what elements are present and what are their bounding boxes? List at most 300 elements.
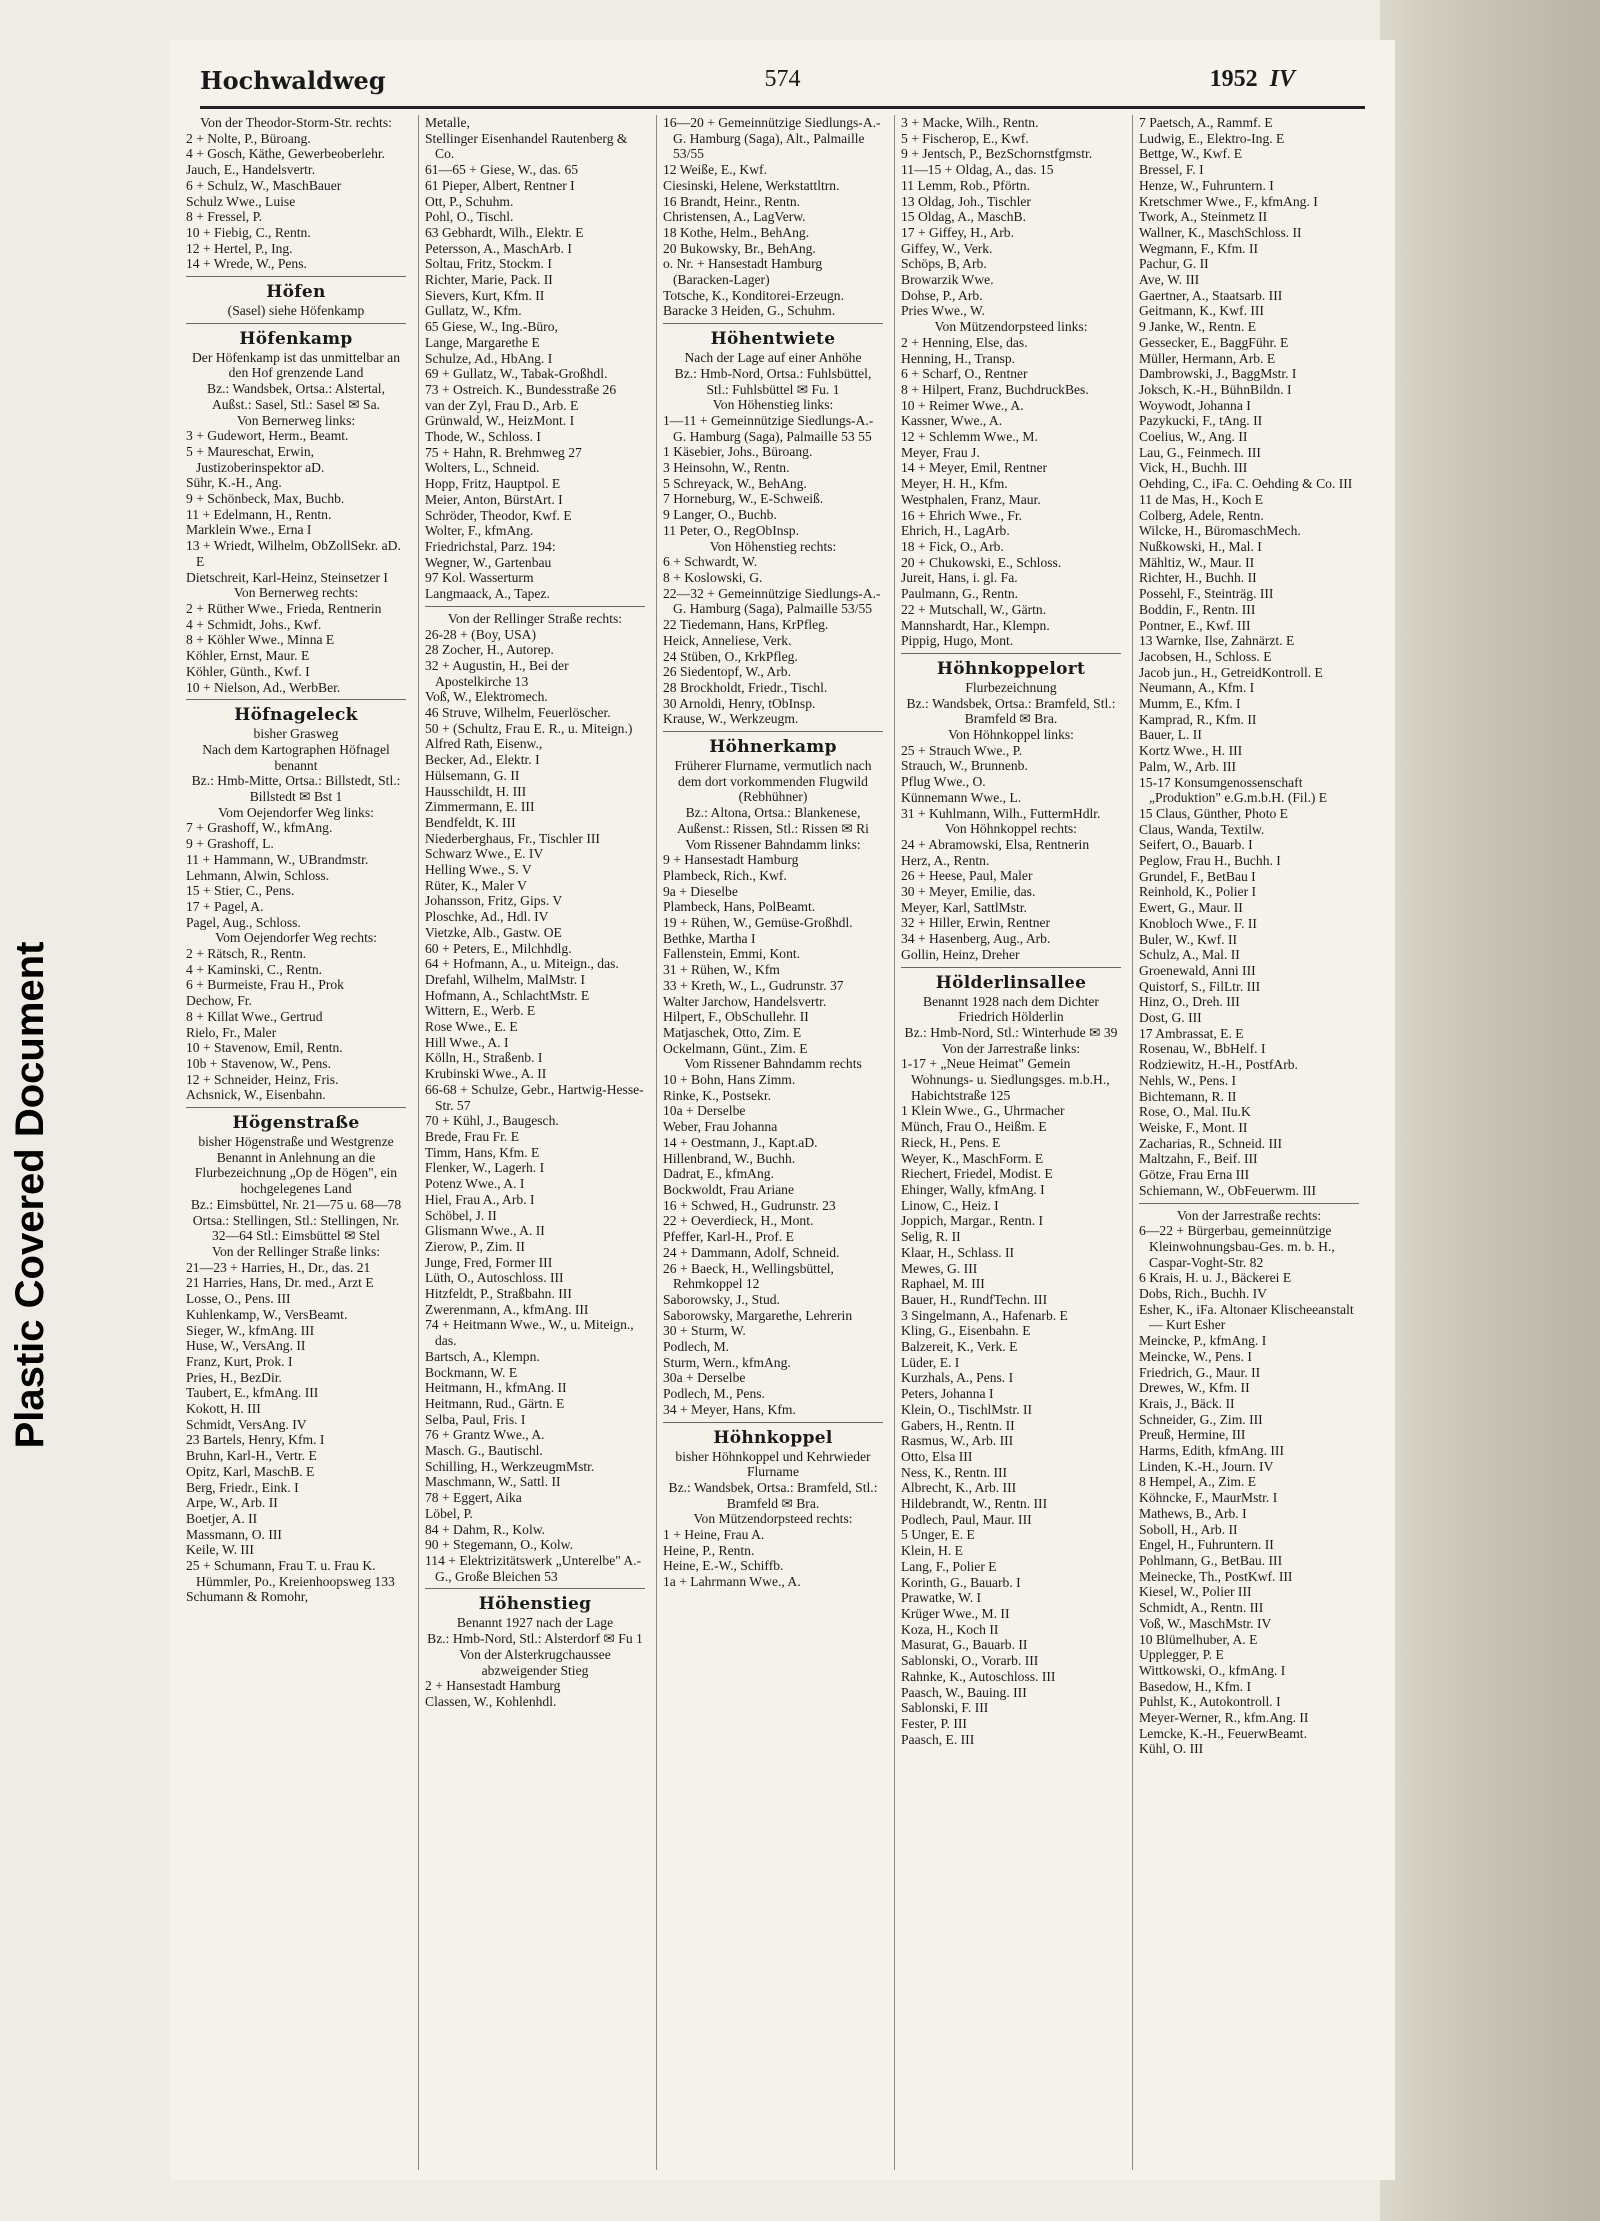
street-note: Bz.: Hmb-Nord, Stl.: Winterhude ✉ 39 — [904, 1024, 1118, 1040]
resident-entry: 4 + Kaminski, C., Rentn. — [186, 961, 323, 977]
street-note: Vom Oejendorfer Weg rechts: — [215, 930, 377, 946]
resident-entry: Massmann, O. III — [186, 1526, 282, 1542]
section-divider — [663, 731, 883, 732]
resident-entry: Rosenau, W., BbHelf. I — [1139, 1041, 1266, 1057]
resident-entry: Groenewald, Anni III — [1139, 962, 1256, 978]
resident-entry: 9 + Schönbeck, Max, Buchb. — [186, 491, 345, 507]
resident-entry: 9 + Hansestadt Hamburg — [663, 852, 799, 868]
street-note: Von Mützendorpsteed links: — [934, 319, 1088, 335]
resident-entry: Puhlst, K., Autokontroll. I — [1139, 1694, 1281, 1710]
resident-entry: 50 + (Schultz, Frau E. R., u. Miteign.) — [425, 720, 633, 736]
resident-entry: Franz, Kurt, Prok. I — [186, 1353, 293, 1369]
resident-entry: Gaertner, A., Staatsarb. III — [1139, 287, 1283, 303]
resident-entry: Kassner, Wwe., A. — [901, 413, 1003, 429]
resident-entry: Meincke, P., kfmAng. I — [1139, 1333, 1267, 1349]
column-5 — [1132, 115, 1365, 2170]
street-note: Vom Rissener Bahndamm links: — [685, 836, 861, 852]
resident-entry: 34 + Meyer, Hans, Kfm. — [663, 1401, 796, 1417]
resident-entry: Potenz Wwe., A. I — [425, 1176, 525, 1192]
resident-entry: Boetjer, A. II — [186, 1510, 258, 1526]
resident-entry: Sablonski, O., Vorarb. III — [901, 1653, 1039, 1669]
resident-entry: 78 + Eggert, Aika — [425, 1490, 522, 1506]
street-heading: Hölderlinsallee — [935, 972, 1087, 993]
resident-entry: 90 + Stegemann, O., Kolw. — [425, 1537, 573, 1553]
resident-entry: 2 + Henning, Else, das. — [901, 334, 1028, 350]
resident-entry: Brede, Frau Fr. E — [425, 1129, 520, 1144]
resident-entry: 9 + Jentsch, P., BezSchornstfgmstr. — [901, 146, 1093, 162]
resident-entry: Engel, H., Fuhruntern. II — [1139, 1537, 1274, 1553]
resident-entry: 24 Stüben, O., KrkPfleg. — [663, 648, 798, 664]
resident-entry: 11 Lemm, Rob., Pförtn. — [901, 177, 1031, 193]
resident-entry: 63 Gebhardt, Wilh., Elektr. E — [425, 224, 584, 240]
resident-entry: Arpe, W., Arb. II — [186, 1495, 278, 1511]
resident-entry: Mannshardt, Har., Klempn. — [901, 617, 1050, 633]
resident-entry: 26 Siedentopf, W., Arb. — [663, 664, 792, 680]
resident-entry: Dadrat, E., kfmAng. — [663, 1166, 774, 1182]
resident-entry: Rose Wwe., E. E — [425, 1019, 518, 1035]
resident-entry: 66-68 + Schulze, Gebr., Hartwig-Hesse-Str. 57 — [425, 1081, 644, 1113]
resident-entry: Gabers, H., Rentn. II — [901, 1417, 1015, 1433]
resident-entry: Peglow, Frau H., Buchh. I — [1139, 853, 1281, 869]
resident-entry: Pries Wwe., W. — [901, 303, 985, 319]
street-note: Von der Rellinger Straße links: — [211, 1244, 381, 1259]
street-note: bisher Grasweg — [253, 726, 339, 742]
resident-entry: Woywodt, Johanna I — [1139, 397, 1251, 413]
resident-entry: o. Nr. + Hansestadt Hamburg (Baracken-Lager) — [663, 256, 823, 288]
resident-entry: Browarzik Wwe. — [901, 272, 994, 288]
resident-entry: 1 Käsebier, Johs., Büroang. — [663, 444, 813, 460]
resident-entry: 16 + Schwed, H., Gudrunstr. 23 — [663, 1197, 836, 1213]
resident-entry: Mathews, B., Arb. I — [1139, 1505, 1247, 1521]
resident-entry: 21 Harries, Hans, Dr. med., Arzt E — [186, 1275, 374, 1291]
street-note: Von der Rellinger Straße rechts: — [447, 610, 623, 626]
section-divider — [425, 606, 645, 607]
street-heading: Höfenkamp — [239, 328, 353, 349]
resident-entry: Reinhold, K., Polier I — [1139, 884, 1257, 900]
resident-entry: Götze, Frau Erna III — [1139, 1167, 1250, 1183]
resident-entry: 7 Horneburg, W., E-Schweiß. — [663, 491, 824, 507]
resident-entry: Walter Jarchow, Handelsvertr. — [663, 993, 827, 1009]
resident-entry: 11 Peter, O., RegObInsp. — [663, 522, 800, 538]
street-note: Von der Alsterkrugchaussee abzweigender Stieg — [459, 1646, 611, 1678]
resident-entry: Fallenstein, Emmi, Kont. — [663, 946, 801, 962]
column-2 — [418, 115, 651, 2170]
resident-entry: Voß, W., MaschMstr. IV — [1139, 1615, 1272, 1631]
resident-entry: Hillenbrand, W., Buchh. — [663, 1150, 796, 1166]
resident-entry: Huse, W., VersAng. II — [186, 1338, 306, 1354]
resident-entry: 30 Arnoldi, Henry, tObInsp. — [663, 695, 816, 711]
resident-entry: 5 + Fischerop, E., Kwf. — [901, 130, 1029, 146]
resident-entry: Rahnke, K., Autoschloss. III — [901, 1668, 1056, 1684]
resident-entry: Bettge, W., Kwf. E — [1139, 146, 1243, 162]
resident-entry: Mumm, E., Kfm. I — [1139, 696, 1241, 712]
resident-entry: Plambeck, Hans, PolBeamt. — [663, 899, 816, 915]
resident-entry: 19 + Rühen, W., Gemüse-Großhdl. — [663, 915, 853, 931]
street-note: (Sasel) siehe Höfenkamp — [227, 303, 365, 319]
resident-entry: Wolter, F., kfmAng. — [425, 523, 534, 539]
resident-entry: 5 Schreyack, W., BehAng. — [663, 475, 807, 491]
resident-entry: Ploschke, Ad., Hdl. IV — [425, 909, 549, 925]
resident-entry: 20 Bukowsky, Br., BehAng. — [663, 240, 816, 256]
resident-entry: Nehls, W., Pens. I — [1139, 1072, 1237, 1088]
street-heading: Höfen — [266, 282, 326, 303]
resident-entry: 6 Krais, H. u. J., Bäckerei E — [1139, 1270, 1292, 1286]
resident-entry: Berg, Friedr., Eink. I — [186, 1479, 299, 1495]
resident-entry: 8 Hempel, A., Zim. E — [1139, 1474, 1257, 1490]
street-heading: Höfnageleck — [234, 705, 358, 726]
resident-entry: Gullatz, W., Kfm. — [425, 303, 522, 319]
section-divider — [186, 699, 406, 700]
resident-entry: Podlech, M. — [663, 1339, 730, 1355]
resident-entry: 21—23 + Harries, H., Dr., das. 21 — [186, 1259, 371, 1275]
resident-entry: 8 + Hilpert, Franz, BuchdruckBes. — [901, 381, 1089, 397]
resident-entry: 30 + Meyer, Emilie, das. — [901, 884, 1036, 900]
resident-entry: Rieck, H., Pens. E — [901, 1134, 1001, 1150]
resident-entry: Schmidt, A., Rentn. III — [1139, 1600, 1264, 1616]
resident-entry: 10 Blümelhuber, A. E — [1139, 1631, 1258, 1647]
resident-entry: Esher, K., iFa. Altonaer Klischeeanstalt — Kurt Esher — [1139, 1301, 1354, 1333]
book-edge — [1380, 0, 1600, 2221]
resident-entry: Drewes, W., Kfm. II — [1139, 1380, 1250, 1396]
resident-entry: Klein, H. E — [901, 1543, 963, 1559]
resident-entry: Pagel, Aug., Schloss. — [186, 914, 301, 930]
resident-entry: Lehmann, Alwin, Schloss. — [186, 867, 330, 883]
resident-entry: 6 + Schwardt, W. — [663, 554, 758, 570]
resident-entry: Oehding, C., iFa. C. Oehding & Co. III — [1139, 476, 1353, 492]
street-note: Von der Theodor-Storm-Str. rechts: — [200, 115, 392, 130]
resident-entry: 34 + Hasenberg, Aug., Arb. — [901, 931, 1051, 947]
resident-entry: Rasmus, W., Arb. III — [901, 1433, 1014, 1449]
resident-entry: Künnemann Wwe., L. — [901, 789, 1022, 805]
resident-entry: 9 Langer, O., Buchb. — [663, 507, 777, 523]
resident-entry: Masurat, G., Bauarb. II — [901, 1637, 1028, 1653]
resident-entry: 17 Ambrassat, E. E — [1139, 1025, 1244, 1041]
resident-entry: Langmaack, A., Tapez. — [425, 586, 550, 602]
resident-entry: Hinz, O., Dreh. III — [1139, 994, 1240, 1010]
resident-entry: Meyer, Karl, SattlMstr. — [901, 899, 1027, 915]
section-divider — [663, 323, 883, 324]
resident-entry: 24 + Dammann, Adolf, Schneid. — [663, 1244, 840, 1260]
resident-entry: Heine, E.-W., Schiffb. — [663, 1558, 784, 1574]
page-header — [200, 60, 1365, 100]
resident-entry: Hausschildt, H. III — [425, 783, 527, 799]
resident-entry: Pippig, Hugo, Mont. — [901, 633, 1014, 649]
resident-entry: Bruhn, Karl-H., Vertr. E — [186, 1448, 317, 1464]
resident-entry: Hill Wwe., A. I — [425, 1034, 509, 1050]
resident-entry: Schöbel, J. II — [425, 1207, 497, 1223]
resident-entry: Pries, H., BezDir. — [186, 1369, 282, 1385]
resident-entry: Dambrowski, J., BaggMstr. I — [1139, 366, 1297, 382]
section-divider — [901, 967, 1121, 968]
resident-entry: 14 + Meyer, Emil, Rentner — [901, 460, 1048, 476]
resident-entry: van der Zyl, Frau D., Arb. E — [425, 397, 579, 413]
resident-entry: Schumann & Romohr, — [186, 1589, 309, 1605]
resident-entry: Wolters, L., Schneid. — [425, 460, 540, 476]
street-note: bisher Höhnkoppel und Kehrwieder — [675, 1448, 871, 1464]
resident-entry: Vick, H., Buchh. III — [1139, 460, 1248, 476]
resident-entry: Sturm, Wern., kfmAng. — [663, 1354, 791, 1370]
resident-entry: Knobloch Wwe., F. II — [1139, 915, 1257, 931]
resident-entry: 31 + Kuhlmann, Wilh., FuttermHdlr. — [901, 805, 1101, 821]
header-street: Hochwaldweg — [200, 66, 386, 95]
resident-entry: 23 Bartels, Henry, Kfm. I — [186, 1432, 325, 1448]
resident-entry: Wilcke, H., BüromaschMech. — [1139, 523, 1301, 539]
resident-entry: Sühr, K.-H., Ang. — [186, 475, 282, 491]
street-note: Von der Jarrestraße links: — [941, 1040, 1081, 1056]
resident-entry: Peters, Johanna I — [901, 1386, 994, 1402]
street-heading: Höhnerkamp — [709, 737, 837, 758]
resident-entry: 6—22 + Bürgerbau, gemeinnützige Kleinwohnungsbau-Ges. m. b. H., Caspar-Voght-Str. 82 — [1139, 1223, 1335, 1270]
columns — [180, 115, 1385, 2170]
resident-entry: 5 + Maureschat, Erwin, Justizoberinspektor aD. — [186, 443, 325, 475]
resident-entry: Jauch, E., Handelsvertr. — [186, 162, 316, 178]
resident-entry: Koza, H., Koch II — [901, 1621, 999, 1637]
resident-entry: 2 + Rüther Wwe., Frieda, Rentnerin — [186, 600, 382, 616]
resident-entry: Fester, P. III — [901, 1715, 967, 1731]
street-note: Nach der Lage auf einer Anhöhe — [684, 350, 862, 366]
resident-entry: 4 + Gosch, Käthe, Gewerbeoberlehr. — [186, 146, 386, 162]
resident-entry: Ott, P., Schuhm. — [425, 193, 514, 209]
resident-entry: Wegner, W., Gartenbau — [425, 554, 552, 570]
resident-entry: Achsnick, W., Eisenbahn. — [186, 1087, 326, 1103]
resident-entry: Bauer, L. II — [1139, 727, 1202, 743]
resident-entry: Jacob jun., H., GetreidKontroll. E — [1139, 664, 1323, 680]
resident-entry: Zimmermann, E. III — [425, 799, 535, 815]
resident-entry: Dechow, Fr. — [186, 993, 252, 1009]
street-note: Von Bernerweg links: — [236, 412, 356, 428]
resident-entry: Stellinger Eisenhandel Rautenberg & Co. — [425, 130, 628, 162]
resident-entry: 24 + Abramowski, Elsa, Rentnerin — [901, 836, 1090, 852]
resident-entry: Schwarz Wwe., E. IV — [425, 846, 544, 862]
resident-entry: 6 + Schulz, W., MaschBauer — [186, 177, 342, 193]
street-heading: Höhenstieg — [478, 1594, 592, 1615]
resident-entry: Maltzahn, F., Beif. III — [1139, 1151, 1258, 1167]
resident-entry: Ave, W. III — [1139, 272, 1200, 288]
resident-entry: Strauch, W., Brunnenb. — [901, 758, 1028, 774]
resident-entry: Buler, W., Kwf. II — [1139, 931, 1237, 947]
resident-entry: 25 + Schumann, Frau T. u. Frau K. Hümmler, Po., Kreienhoopsweg 133 — [186, 1558, 395, 1589]
resident-entry: Lemcke, K.-H., FeuerwBeamt. — [1139, 1725, 1307, 1741]
resident-entry: 25 + Strauch Wwe., P. — [901, 742, 1023, 758]
resident-entry: Riechert, Friedel, Modist. E — [901, 1166, 1053, 1182]
resident-entry: Richter, Marie, Pack. II — [425, 272, 553, 288]
resident-entry: Dost, G. III — [1139, 1010, 1202, 1026]
resident-entry: Bartsch, A., Klempn. — [425, 1348, 540, 1364]
resident-entry: Krause, W., Werkzeugm. — [663, 711, 799, 727]
resident-entry: Ehinger, Wally, kfmAng. I — [901, 1182, 1045, 1197]
resident-entry: 26-28 + (Boy, USA) — [425, 626, 536, 642]
section-divider — [663, 1422, 883, 1423]
resident-entry: 15 Claus, Günther, Photo E — [1139, 805, 1288, 821]
resident-entry: Herz, A., Rentn. — [901, 852, 990, 868]
resident-entry: Selig, R. II — [901, 1229, 961, 1245]
resident-entry: 1—11 + Gemeinnützige Siedlungs-A.-G. Hamburg (Saga), Palmaille 53 55 — [663, 412, 874, 444]
resident-entry: 10 + Reimer Wwe., A. — [901, 397, 1024, 413]
resident-entry: 12 + Hertel, P., Ing. — [186, 240, 293, 256]
street-note: Der Höfenkamp ist das unmittelbar an den Hof grenzende Land — [191, 349, 400, 381]
resident-entry: Ockelmann, Günt., Zim. E — [663, 1040, 808, 1056]
resident-entry: Kretschmer Wwe., F., kfmAng. I — [1139, 193, 1318, 209]
resident-entry: Classen, W., Kohlenhdl. — [425, 1693, 557, 1709]
resident-entry: Köhncke, F., MaurMstr. I — [1139, 1490, 1278, 1506]
street-note: Benannt in Anlehnung an die Flurbezeichnung „Op de Högen", ein hochgelegenes Land — [194, 1149, 398, 1197]
resident-entry: 7 + Grashoff, W., kfmAng. — [186, 820, 333, 836]
directory-page — [170, 40, 1395, 2180]
street-note: Bz.: Wandsbek, Ortsa.: Alstertal, Außst.: Sasel, Stl.: Sasel ✉ Sa. — [207, 381, 385, 412]
resident-entry: Basedow, H., Kfm. I — [1139, 1678, 1252, 1694]
resident-entry: Taubert, E., kfmAng. III — [186, 1385, 319, 1401]
resident-entry: Preuß, Hermine, III — [1139, 1427, 1246, 1443]
resident-entry: Harms, Edith, kfmAng. III — [1139, 1443, 1284, 1459]
resident-entry: Pachur, G. II — [1139, 256, 1209, 272]
resident-entry: Bockwoldt, Frau Ariane — [663, 1182, 795, 1197]
resident-entry: Masch. G., Bautischl. — [425, 1443, 543, 1459]
resident-entry: Lang, F., Polier E — [901, 1558, 997, 1574]
resident-entry: Linden, K.-H., Journ. IV — [1139, 1458, 1274, 1474]
resident-entry: Mähltiz, W., Maur. II — [1139, 554, 1255, 570]
resident-entry: Kurzhals, A., Pens. I — [901, 1370, 1014, 1386]
header-rule — [200, 106, 1365, 109]
street-note: Von Höhnkoppel links: — [948, 727, 1074, 743]
resident-entry: 28 Brockholdt, Friedr., Tischl. — [663, 679, 828, 695]
resident-entry: Kuhlenkamp, W., VersBeamt. — [186, 1306, 348, 1322]
street-note: Von Bernerweg rechts: — [233, 585, 359, 601]
resident-entry: 11—15 + Oldag, A., das. 15 — [901, 162, 1054, 178]
resident-entry: 114 + Elektrizitätswerk „Unterelbe" A.-G., Große Bleichen 53 — [425, 1552, 642, 1584]
resident-entry: Westphalen, Franz, Maur. — [901, 491, 1041, 507]
resident-entry: Dietschreit, Karl-Heinz, Steinsetzer I — [186, 569, 388, 585]
section-divider — [186, 276, 406, 277]
resident-entry: Heine, P., Rentn. — [663, 1542, 755, 1558]
resident-entry: Hitzfeldt, P., Straßbahn. III — [425, 1286, 572, 1302]
resident-entry: Joppich, Margar., Rentn. I — [901, 1213, 1044, 1229]
resident-entry: 10 + Nielson, Ad., WerbBer. — [186, 679, 341, 695]
resident-entry: 32 + Hiller, Erwin, Rentner — [901, 915, 1051, 931]
section-divider — [186, 323, 406, 324]
resident-entry: 4 + Schmidt, Johs., Kwf. — [186, 616, 322, 632]
resident-entry: 14 + Wrede, W., Pens. — [186, 256, 307, 272]
resident-entry: Meyer, Frau J. — [901, 444, 980, 460]
resident-entry: 9 Janke, W., Rentn. E — [1139, 319, 1257, 335]
resident-entry: Neumann, A., Kfm. I — [1139, 680, 1255, 696]
resident-entry: 22—32 + Gemeinnützige Siedlungs-A.-G. Hamburg (Saga), Palmaille 53/55 — [663, 585, 881, 617]
resident-entry: Pazykucki, F., tAng. II — [1139, 413, 1263, 429]
resident-entry: Friedrich, G., Maur. II — [1139, 1364, 1261, 1380]
street-note: Bz.: Hmb-Mitte, Ortsa.: Billstedt, Stl.: Billstedt ✉ Bst 1 — [191, 773, 401, 805]
resident-entry: Johansson, Fritz, Gips. V — [425, 893, 563, 909]
street-note: Flurname — [746, 1464, 800, 1480]
resident-entry: Baracke 3 Heiden, G., Schuhm. — [663, 303, 836, 319]
resident-entry: 33 + Kreth, W., L., Gudrunstr. 37 — [663, 977, 844, 993]
resident-entry: 11 + Hammann, W., UBrandmstr. — [186, 851, 369, 867]
resident-entry: Ewert, G., Maur. II — [1139, 900, 1243, 916]
resident-entry: 1 + Heine, Frau A. — [663, 1527, 765, 1543]
resident-entry: Thode, W., Schloss. I — [425, 429, 541, 445]
resident-entry: 2 + Rätsch, R., Rentn. — [186, 946, 307, 962]
resident-entry: Meyer, H. H., Kfm. — [901, 476, 1008, 492]
resident-entry: Zwerenmann, A., kfmAng. III — [425, 1301, 589, 1317]
resident-entry: 2 + Hansestadt Hamburg — [425, 1678, 561, 1694]
resident-entry: Wallner, K., MaschSchloss. II — [1139, 224, 1302, 240]
resident-entry: Maschmann, W., Sattl. II — [425, 1474, 561, 1490]
resident-entry: Upplegger, P. E — [1139, 1647, 1224, 1663]
resident-entry: 15-17 Konsumgenossenschaft „Produktion" e.G.m.b.H. (Fil.) E — [1139, 774, 1328, 806]
resident-entry: Drefahl, Wilhelm, MalMstr. I — [425, 971, 586, 987]
resident-entry: 28 Zocher, H., Autorep. — [425, 642, 554, 658]
resident-entry: Opitz, Karl, MaschB. E — [186, 1463, 315, 1479]
street-note: Nach dem Kartographen Höfnagel benannt — [202, 741, 390, 773]
resident-entry: Wittern, E., Werb. E — [425, 1003, 536, 1019]
resident-entry: Hiel, Frau A., Arb. I — [425, 1191, 535, 1207]
resident-entry: Paulmann, G., Rentn. — [901, 586, 1019, 602]
street-note: Bz.: Wandsbek, Ortsa.: Bramfeld, Stl.: Bramfeld ✉ Bra. — [906, 695, 1116, 727]
resident-entry: Lüth, O., Autoschloss. III — [425, 1270, 564, 1286]
resident-entry: Petersson, A., MaschArb. I — [425, 240, 572, 256]
resident-entry: Richter, H., Buchh. II — [1139, 570, 1257, 586]
resident-entry: Helling Wwe., S. V — [425, 862, 532, 878]
resident-entry: Weyer, K., MaschForm. E — [901, 1150, 1044, 1166]
resident-entry: Jureit, Hans, i. gl. Fa. — [901, 570, 1018, 586]
resident-entry: Rodziewitz, H.-H., PostfArb. — [1139, 1057, 1298, 1073]
resident-entry: 26 + Heese, Paul, Maler — [901, 868, 1033, 884]
resident-entry: 69 + Gullatz, W., Tabak-Großhdl. — [425, 366, 608, 382]
resident-entry: Claus, Wanda, Textilw. — [1139, 821, 1265, 837]
resident-entry: Dohse, P., Arb. — [901, 287, 983, 303]
resident-entry: 17 + Pagel, A. — [186, 898, 264, 914]
resident-entry: Geitmann, K., Kwf. III — [1139, 303, 1264, 319]
resident-entry: Flenker, W., Lagerh. I — [425, 1160, 545, 1176]
resident-entry: 60 + Peters, E., Milchhdlg. — [425, 940, 572, 956]
street-note: bisher Högenstraße und Westgrenze — [198, 1134, 394, 1150]
resident-entry: Paasch, W., Bauing. III — [901, 1684, 1027, 1700]
resident-entry: Gessecker, E., BaggFühr. E — [1139, 334, 1289, 350]
resident-entry: Pontner, E., Kwf. III — [1139, 617, 1251, 633]
resident-entry: 3 Singelmann, A., Hafenarb. E — [901, 1307, 1068, 1323]
resident-entry: 10 + Bohn, Hans Zimm. — [663, 1072, 796, 1088]
resident-entry: Timm, Hans, Kfm. E — [425, 1144, 540, 1160]
resident-entry: Mewes, G. III — [901, 1260, 978, 1276]
resident-entry: 8 + Fressel, P. — [186, 209, 263, 225]
resident-entry: 18 Kothe, Helm., BehAng. — [663, 224, 810, 240]
resident-entry: Junge, Fred, Former III — [425, 1254, 553, 1270]
resident-entry: 16—20 + Gemeinnützige Siedlungs-A.-G. Hamburg (Saga), Alt., Palmaille 53/55 — [663, 115, 881, 162]
resident-entry: Seifert, O., Bauarb. I — [1139, 837, 1253, 853]
resident-entry: Boddin, F., Rentn. III — [1139, 601, 1256, 617]
resident-entry: 13 Oldag, Joh., Tischler — [901, 193, 1031, 209]
resident-entry: 31 + Rühen, W., Kfm — [663, 962, 780, 978]
resident-entry: Podlech, Paul, Maur. III — [901, 1511, 1032, 1527]
resident-entry: Wegmann, F., Kfm. II — [1139, 240, 1259, 256]
resident-entry: Lau, G., Feinmech. III — [1139, 444, 1261, 460]
street-note: Von Mützendorpsteed rechts: — [693, 1511, 853, 1527]
resident-entry: Possehl, F., Steinträg. III — [1139, 586, 1274, 602]
resident-entry: Henning, H., Transp. — [901, 350, 1016, 366]
resident-entry: Marklein Wwe., Erna I — [186, 522, 312, 538]
resident-entry: Kühl, O. III — [1139, 1741, 1204, 1757]
resident-entry: Rose, O., Mal. IIu.K — [1139, 1104, 1251, 1120]
resident-entry: Meyer-Werner, R., kfm.Ang. II — [1139, 1710, 1309, 1726]
street-note: Bz.: Hmb-Nord, Ortsa.: Fuhlsbüttel, Stl.: Fuhlsbüttel ✉ Fu. 1 — [674, 365, 872, 397]
resident-entry: Becker, Ad., Elektr. I — [425, 752, 540, 768]
resident-entry: Meier, Anton, BürstArt. I — [425, 491, 563, 507]
section-divider — [901, 653, 1121, 654]
resident-entry: Hülsemann, G. II — [425, 767, 520, 783]
resident-entry: 1 Klein Wwe., G., Uhrmacher — [901, 1103, 1065, 1119]
resident-entry: Schöps, B, Arb. — [901, 256, 987, 272]
resident-entry: Sievers, Kurt, Kfm. II — [425, 287, 545, 303]
resident-entry: 12 + Schneider, Heinz, Fris. — [186, 1071, 339, 1087]
resident-entry: Kiesel, W., Polier III — [1139, 1584, 1252, 1600]
